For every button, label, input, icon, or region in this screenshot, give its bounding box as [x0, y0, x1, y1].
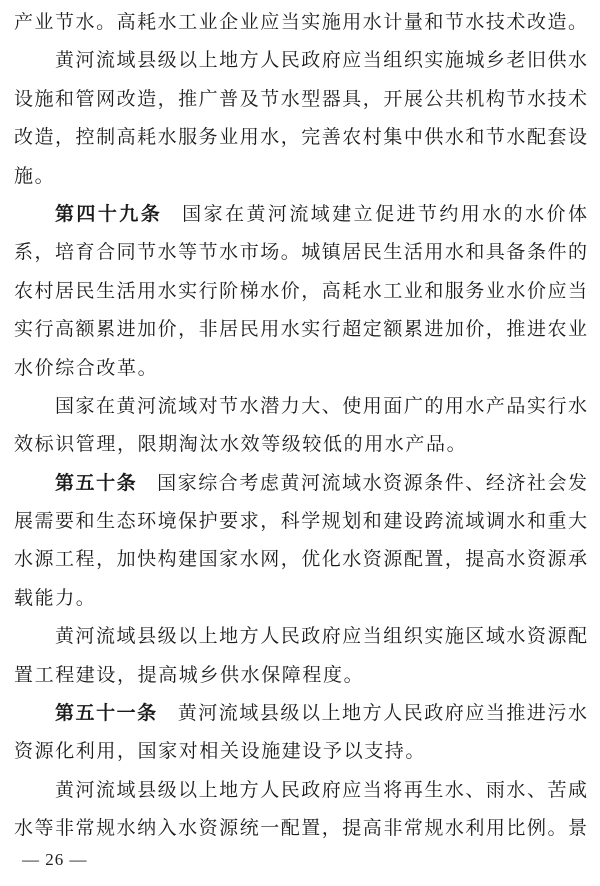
text-line: 置工程建设，提高城乡供水保障程度。: [14, 663, 365, 686]
page-number: — 26 —: [22, 850, 88, 869]
article-49-heading: 第四十九条: [55, 202, 163, 225]
text-line: 黄河流域县级以上地方人民政府应当推进污水: [177, 702, 587, 725]
text-line: 国家在黄河流域对节水潜力大、使用面广的用水产品实行水: [55, 394, 587, 417]
text-line: 施。: [14, 164, 56, 187]
text-line: 农村居民生活用水实行阶梯水价，高耗水工业和服务业水价应当: [14, 279, 587, 302]
text-line: 展需要和生态环境保护要求，科学规划和建设跨流域调水和重大: [14, 510, 587, 533]
article-50-line: [14, 464, 587, 502]
text-line: 水源工程，加快构建国家水网，优化水资源配置，提高水资源承: [14, 548, 587, 571]
text-line: 系，培育合同节水等节水市场。城镇居民生活用水和具备条件的: [14, 241, 587, 264]
article-49-line: [14, 195, 587, 233]
article-50-heading: 第五十条: [55, 471, 138, 494]
text-line: 设施和管网改造，推广普及节水型器具，开展公共机构节水技术: [14, 87, 587, 110]
text-line: 黄河流域县级以上地方人民政府应当组织实施城乡老旧供水: [55, 49, 587, 72]
text-line: 实行高额累进加价，非居民用水实行超定额累进加价，推进农业: [14, 318, 587, 341]
text-line: 资源化利用，国家对相关设施建设予以支持。: [14, 740, 427, 763]
article-51-line: [14, 694, 587, 732]
text-line: 国家综合考虑黄河流域水资源条件、经济社会发: [157, 471, 587, 494]
article-51-heading: 第五十一条: [55, 702, 158, 725]
text-line: 载能力。: [14, 586, 97, 609]
document-page: [14, 3, 587, 848]
text-line: 国家在黄河流域建立促进节约用水的水价体: [182, 202, 587, 225]
text-line: 水价综合改革。: [14, 356, 159, 379]
text-line: 水等非常规水纳入水资源统一配置，提高非常规水利用比例。景: [14, 817, 587, 840]
text-line: 黄河流域县级以上地方人民政府应当组织实施区域水资源配: [55, 625, 587, 648]
text-line: 效标识管理，限期淘汰水效等级较低的用水产品。: [14, 433, 468, 456]
text-line: 改造，控制高耗水服务业用水，完善农村集中供水和节水配套设: [14, 126, 587, 149]
text-line: 产业节水。高耗水工业企业应当实施用水计量和节水技术改造。: [14, 11, 587, 33]
text-line: 黄河流域县级以上地方人民政府应当将再生水、雨水、苦咸: [55, 778, 587, 801]
